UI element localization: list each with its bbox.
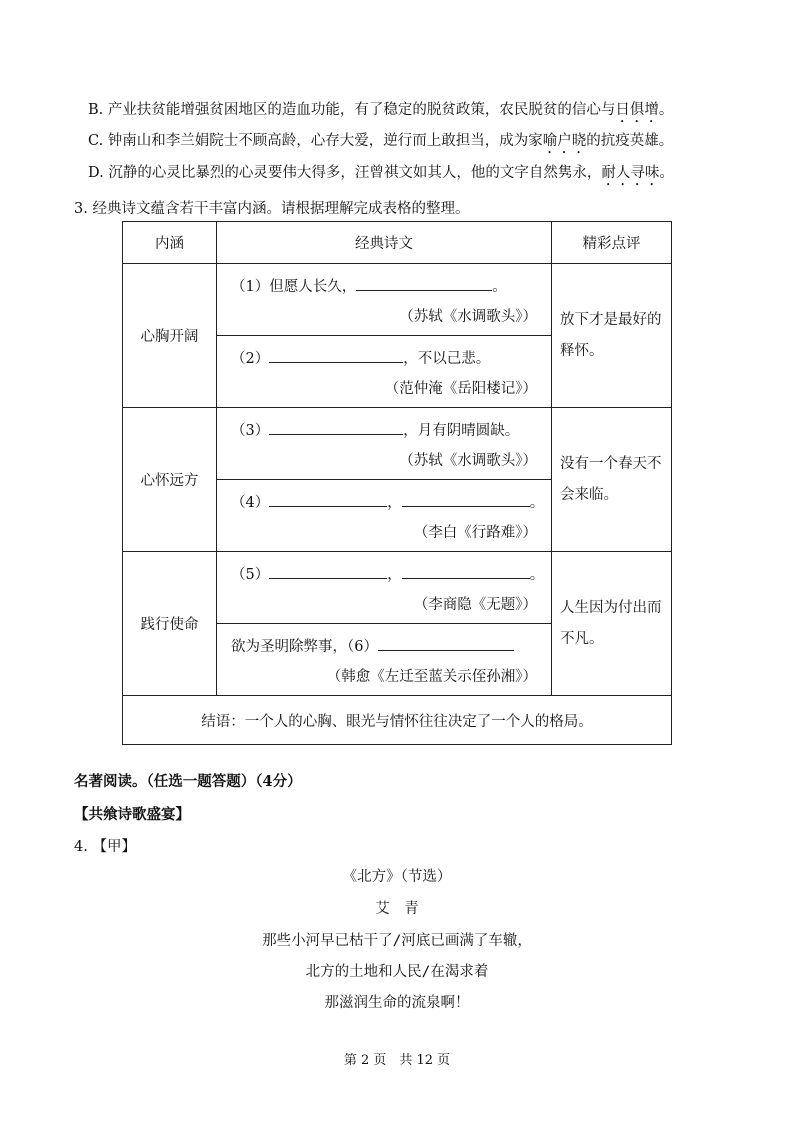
poetry-table — [122, 221, 672, 745]
poetry-cell — [217, 336, 552, 408]
page-footer: 第 2 页 共 12 页 — [343, 1053, 451, 1068]
option-dotted-term: 喻户晓 — [542, 133, 587, 149]
poetry-source: （李白《行路难》） — [413, 525, 537, 541]
poetry-text: ，月有阴晴圆缺。 — [403, 423, 520, 439]
poetry-source: （苏轼《水调歌头》） — [399, 453, 537, 469]
option-text-end: 。 — [659, 165, 674, 181]
poetry-text: 。 — [529, 567, 545, 583]
theme-cell: 心胸开阔 — [123, 264, 217, 408]
answer-blank[interactable] — [356, 276, 492, 291]
answer-blank[interactable] — [269, 564, 387, 579]
poetry-cell — [217, 552, 552, 624]
poetry-text: （1）但愿人长久， — [231, 279, 357, 295]
section-title: 【共飨诗歌盛宴】 — [74, 806, 190, 823]
question-text: 经典诗文蕴含若干丰富内涵。请根据理解完成表格的整理。 — [92, 201, 470, 217]
answer-blank[interactable] — [269, 492, 387, 507]
poetry-text: （5） — [231, 567, 270, 583]
option-c — [88, 129, 673, 157]
table-row — [123, 408, 672, 480]
theme-cell: 践行使命 — [123, 552, 217, 696]
answer-blank[interactable] — [269, 420, 403, 435]
option-text-end: 的抗疫英雄。 — [586, 133, 674, 149]
poem-author: 艾 青 — [375, 901, 419, 917]
table-conclusion-row — [123, 696, 672, 745]
poetry-source: （李商隐《无题》） — [413, 597, 537, 613]
option-text-end: 。 — [658, 102, 674, 118]
option-text: 产业扶贫能增强贫困地区的造血功能，有了稳定的脱贫政策，农民脱贫的信心与 — [107, 102, 616, 118]
poetry-cell — [217, 264, 552, 336]
poetry-text: （4） — [231, 495, 270, 511]
option-dotted-term: 日俱增 — [615, 102, 659, 118]
option-text: 钟南山和李兰娟院士不顾高龄，心存大爱，逆行而上敢担当，成为家 — [107, 133, 543, 149]
question-3-prompt — [74, 197, 469, 218]
option-d — [88, 161, 674, 189]
answer-blank[interactable] — [378, 636, 514, 651]
option-label: B. — [88, 102, 104, 118]
header-comment: 精彩点评 — [552, 222, 672, 264]
comment-cell: 没有一个春天不会来临。 — [552, 408, 672, 552]
poetry-source: （韩愈《左迁至蓝关示侄孙湘》） — [326, 669, 537, 685]
comment-cell: 放下才是最好的释怀。 — [552, 264, 672, 408]
option-b — [88, 98, 673, 126]
option-label: C. — [88, 133, 104, 149]
poetry-cell — [217, 408, 552, 480]
answer-blank[interactable] — [269, 348, 403, 363]
header-theme: 内涵 — [123, 222, 217, 264]
reading-heading: 名著阅读。（任选一题答题）（4分） — [74, 773, 302, 790]
question-number: 3. — [74, 201, 88, 217]
option-text: 沉静的心灵比暴烈的心灵要伟大得多，汪曾祺文如其人，他的文字自然隽永， — [108, 165, 602, 181]
poetry-cell — [217, 480, 552, 552]
answer-blank[interactable] — [402, 492, 530, 507]
poetry-text: （3） — [231, 423, 270, 439]
theme-cell: 心怀远方 — [123, 408, 217, 552]
poem-line: 那滋润生命的流泉啊！ — [324, 995, 470, 1011]
poetry-text: 。 — [529, 495, 545, 511]
poem-line: 北方的土地和人民/在渴求着 — [305, 964, 489, 980]
option-dotted-term: 耐人寻味 — [601, 165, 660, 181]
poem-title: 《北方》（节选） — [342, 869, 452, 885]
header-poetry: 经典诗文 — [217, 222, 552, 264]
comment-cell: 人生因为付出而不凡。 — [552, 552, 672, 696]
poetry-text: 。 — [492, 279, 507, 295]
question-4-label: 4. 【甲】 — [74, 839, 136, 855]
table-row — [123, 552, 672, 624]
table-row — [123, 264, 672, 336]
poem-line: 那些小河早已枯干了/河底已画满了车辙， — [262, 933, 532, 949]
poetry-text: （2） — [231, 351, 270, 367]
poetry-text: 欲为圣明除弊事，（6） — [231, 639, 378, 655]
table-header-row — [123, 222, 672, 264]
answer-blank[interactable] — [402, 564, 530, 579]
poetry-source: （范仲淹《岳阳楼记》） — [384, 381, 537, 397]
option-label: D. — [88, 165, 104, 181]
poetry-text: ， — [387, 495, 402, 511]
poetry-source: （苏轼《水调歌头》） — [399, 309, 537, 325]
poetry-text: ， — [387, 567, 402, 583]
poetry-cell — [217, 624, 552, 696]
poetry-text: ，不以己悲。 — [403, 351, 491, 367]
conclusion-text: 结语：一个人的心胸、眼光与情怀往往决定了一个人的格局。 — [123, 696, 672, 745]
